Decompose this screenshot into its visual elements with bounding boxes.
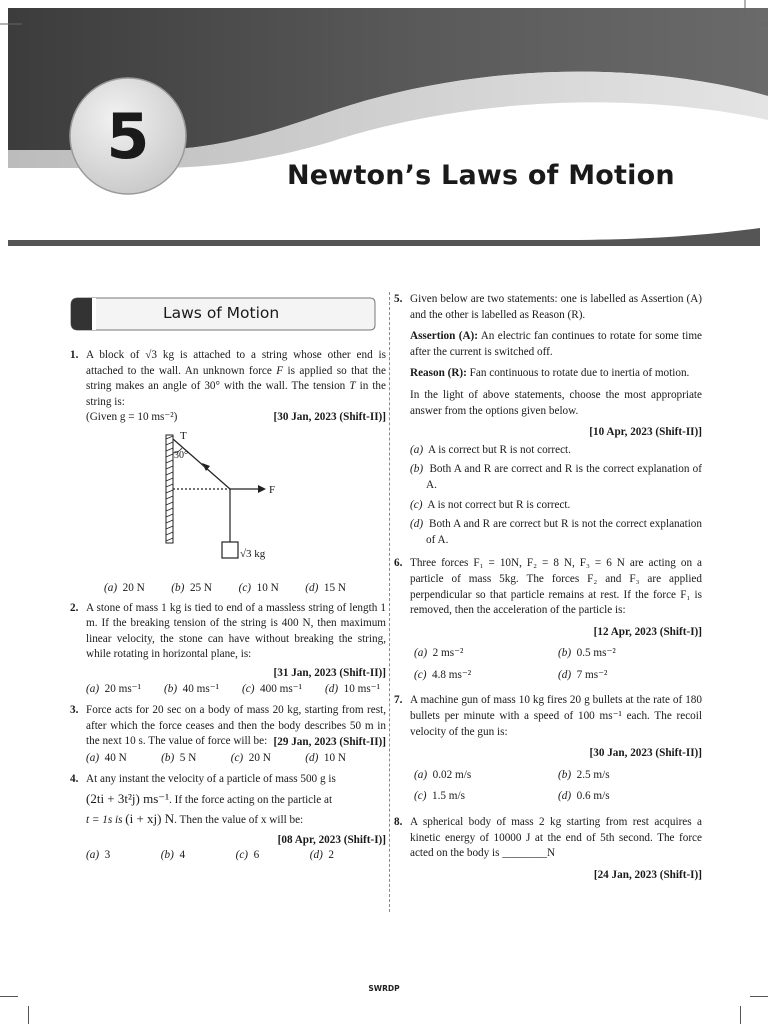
question-text: At any instant the velocity of a particle of mass 500 g is [86,773,336,786]
option-c[interactable]: (c) 10 N [238,581,279,594]
option-b[interactable]: (b) 40 ms⁻¹ [164,682,219,695]
option-a[interactable]: (a) A is correct but R is not correct. [410,443,571,456]
option-a[interactable]: (a) 40 N [86,751,127,764]
option-c[interactable]: (c) 400 ms⁻¹ [242,682,302,695]
option-a[interactable]: (a) 20 ms⁻¹ [86,682,141,695]
question-4 [70,772,386,864]
crop-mark [28,1006,29,1024]
question-4-options [86,848,386,864]
chapter-number: 5 [106,99,150,173]
question-text: A stone of mass 1 kg is tied to end of a massless string of length 1 m. If the breaking tension of the string is 400 N, then maximum linear velocity, the stone can have without breaking the string, while rotating in horizontal plane, is: [86,601,386,661]
question-source: [12 Apr, 2023 (Shift-I)] [593,625,702,638]
option-a[interactable]: (a) 0.02 m/s [414,768,472,781]
given-note: (Given g = 10 ms⁻²) [86,411,178,424]
question-text: . If the force acting on the particle at [169,793,333,806]
question-text: A spherical body of mass 2 kg starting from rest acquires a kinetic energy of 10000 J at the end of 5th second. The force acted on the body is ________N [410,816,702,860]
question-text: A block of [86,349,146,361]
force-diagram-svg [86,429,386,579]
column-divider [389,292,390,912]
option-d[interactable]: (d) 10 N [305,751,346,764]
question-number: 6. [394,557,403,570]
velocity-expression: (2ti + 3t²j) ms⁻¹ [86,790,170,806]
option-c[interactable]: (c) 20 N [230,751,271,764]
question-text: A machine gun of mass 10 kg fires 20 g bullets at the rate of 180 bullets per minute with a speed of 100 ms⁻¹ each. The recoil velocity of the gun is: [410,694,702,738]
question-8 [394,815,702,883]
question-source: [30 Jan, 2023 (Shift-II)] [273,411,386,424]
crop-mark [740,1006,741,1024]
question-source: [24 Jan, 2023 (Shift-I)] [593,868,702,881]
tension-label: T [180,429,187,442]
right-column [394,292,703,886]
question-3-options [86,751,386,767]
question-text: kg is attached to a string whose other end is attached to the wall. An unknown force [86,349,386,377]
option-d[interactable]: (d) 2 [309,849,334,862]
option-c[interactable]: (c) 6 [235,849,260,862]
question-text: is applied so that the string makes an angle of 30° with the wall. The tension [86,364,386,393]
option-c[interactable]: (c) A is not correct but R is correct. [410,498,571,511]
footer-text: SWRDP [368,984,400,993]
question-number: 7. [394,694,403,707]
mass-label: √3 kg [240,547,266,560]
question-6 [394,556,702,683]
sqrt-three: √3 [145,349,157,361]
question-intro: Given below are two statements: one is labelled as Assertion (A) and the other is labelled as Reason (R). [410,293,702,321]
question-number: 1. [70,349,79,361]
question-prompt: In the light of above statements, choose the most appropriate answer from the options given below. [410,388,702,417]
chapter-title: Newton’s Laws of Motion [287,160,675,191]
question-source: [31 Jan, 2023 (Shift-II)] [273,666,386,679]
reason: Reason (R): Fan continuous to rotate due to inertia of motion. [410,367,690,380]
question-1 [70,348,386,426]
left-column [70,348,386,867]
question-number: 4. [70,773,79,786]
option-b[interactable]: (b) 0.5 ms⁻² [558,647,616,660]
question-2 [70,601,386,698]
force-symbol: F [276,364,284,377]
crop-mark [0,996,18,997]
question-2-options [86,682,386,698]
question-3 [70,703,386,766]
option-b[interactable]: (b) 4 [160,849,186,862]
option-d[interactable]: (d) 0.6 m/s [558,790,610,803]
option-b[interactable]: (b) 25 N [171,581,213,594]
question-5-options [410,443,702,549]
question-number: 8. [394,816,403,829]
question-number: 3. [70,704,79,717]
question-number: 5. [394,293,403,305]
question-source: [29 Jan, 2023 (Shift-II)] [273,735,386,748]
option-a[interactable]: (a) 3 [86,849,111,862]
question-text: in the string is: [86,380,386,408]
question-source: [30 Jan, 2023 (Shift-II)] [589,747,702,760]
question-text: . Then the value of x will be: [174,814,304,827]
question-7 [394,693,702,805]
option-a[interactable]: (a) 20 N [104,581,145,594]
option-c[interactable]: (c) 4.8 ms⁻² [414,668,472,681]
option-d[interactable]: (d) Both A and R are correct but R is not the correct explanation of A. [410,518,702,546]
question-1-options [86,581,386,597]
angle-label: 30° [174,449,188,461]
option-b[interactable]: (b) Both A and R are correct and R is the correct explanation of A. [410,463,702,491]
option-d[interactable]: (d) 7 ms⁻² [558,668,608,681]
option-b[interactable]: (b) 2.5 m/s [558,768,610,781]
option-c[interactable]: (c) 1.5 m/s [414,790,465,803]
question-5 [394,292,703,548]
question-source: [10 Apr, 2023 (Shift-II)] [589,426,702,439]
question-text: Force acts for 20 sec on a body of mass 20 kg, starting from rest, after which the force ceases and then the body describes 50 m in the next 10 s. The value of force will be: [86,704,386,748]
option-b[interactable]: (b) 5 N [161,751,197,764]
assertion: Assertion (A): An electric fan continues to rotate for some time after the current is switched off. [410,330,703,358]
option-d[interactable]: (d) 10 ms⁻¹ [325,682,380,695]
time-expression: t = 1s is [86,814,123,827]
question-number: 2. [70,601,79,614]
force-expression: (i + xj) N [125,811,175,827]
wall-string-diagram [86,429,386,579]
option-d[interactable]: (d) 15 N [305,581,346,594]
section-title: Laws of Motion [163,304,280,322]
question-text: Three forces F₁ = 10N, F₂ = 8 N, F₃ = 6 N are acting on a particle of mass 5kg. The forces F₂ and F₃ are applied perpendicular so that particle remains at rest. If the force F₁ is removed, then the acceleration of the particle is: [410,557,702,617]
question-7-options [410,768,702,805]
option-a[interactable]: (a) 2 ms⁻² [414,647,464,660]
question-source: [08 Apr, 2023 (Shift-I)] [277,833,386,846]
tension-symbol: T [349,380,356,393]
question-6-options [410,646,702,683]
force-label: F [269,483,276,496]
crop-mark [750,996,768,997]
